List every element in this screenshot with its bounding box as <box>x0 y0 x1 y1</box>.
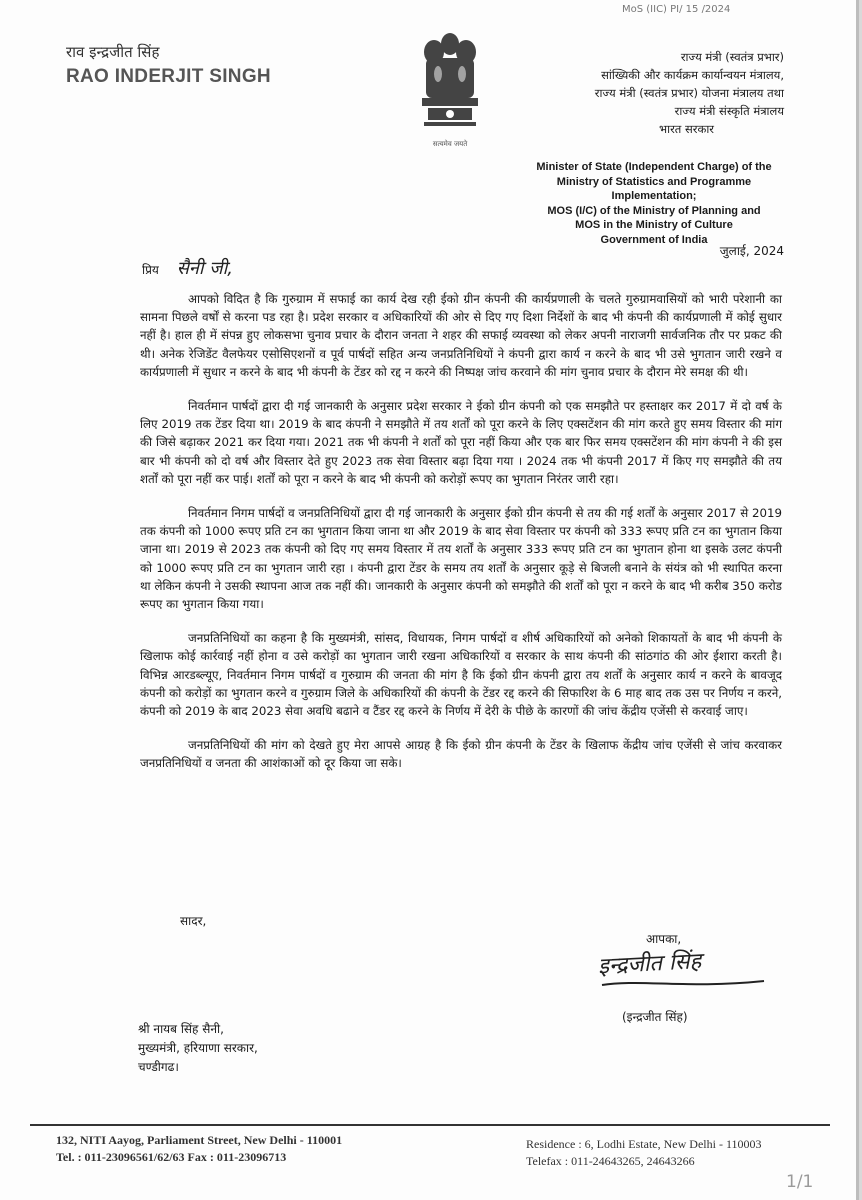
page-indicator: 1/1 <box>786 1172 814 1192</box>
footer-office <box>56 1132 342 1166</box>
designation-english-line: Ministry of Statistics and Programme Implementation; <box>556 175 752 202</box>
designation-hindi-line: सांख्यिकी और कार्यक्रम कार्यान्वयन मंत्रालय, <box>601 68 784 82</box>
signature-handwritten: इन्द्रजीत सिंह <box>597 949 702 980</box>
footer-divider <box>30 1124 830 1126</box>
designation-hindi-line: राज्य मंत्री संस्कृति मंत्रालय <box>674 104 784 118</box>
letter-body <box>140 290 782 789</box>
addressee-block <box>138 1020 258 1077</box>
designation-english-line: MOS in the Ministry of Culture <box>575 219 733 231</box>
letter-date: जुलाई, 2024 <box>719 244 784 258</box>
footer-residence <box>526 1136 762 1170</box>
residence-telefax: Telefax : 011-24643265, 24643266 <box>526 1154 695 1168</box>
designation-hindi-line: भारत सरकार <box>659 122 714 136</box>
closing: सादर, <box>180 914 207 928</box>
minister-name-hindi: राव इन्द्रजीत सिंह <box>66 43 160 61</box>
body-paragraph: आपको विदित है कि गुरुग्राम में सफाई का कार्य देख रही ईको ग्रीन कंपनी की कार्यप्रणाली के चलते गुरुग्रामवासियों को भारी परेशानी का सामना पिछले वर्षों से करना पड रहा है। प्रदेश सरकार व अधिकारियों की ओर से दिए गए दिशा निर्देशों के बाद भी कंपनी की कार्यप्रणाली में कोई सुधार नहीं है। हाल ही में संपन्न हुए लोकसभा चुनाव प्रचार के दौरान जनता ने शहर की सफाई व्यवस्था को लेकर अपनी नाराजगी सार्वजनिक तौर पर प्रकट की थी। अनेक रेजिडेंट वैलफेयर एसोसिएशनों व पूर्व पार्षदों सहित अन्य जनप्रतिनिधियों ने कंपनी द्वारा कार्य न करने के बाद भी उसे भुगतान जारी रखने व कार्यप्रणाली में सुधार न करने के बाद भी कंपनी के टेंडर को रद्द न करने की निष्पक्ष जांच करवाने की मांग चुनाव प्रचार के दौरान मेरे समक्ष की थी। <box>140 292 782 379</box>
salutation-handwritten: सैनी जी, <box>176 258 234 279</box>
reference-number: MoS (IIC) PI/ 15 /2024 <box>622 4 731 15</box>
salutation-text: प्रिय <box>142 263 159 277</box>
residence-address: Residence : 6, Lodhi Estate, New Delhi - 110003 <box>526 1137 762 1151</box>
emblem-motto: सत्यमेव जयते <box>432 140 468 148</box>
salutation <box>142 256 233 280</box>
minister-name-english: RAO INDERJIT SINGH <box>66 66 271 87</box>
designation-english-line: Minister of State (Independent Charge) of the <box>536 161 772 173</box>
yours: आपका, <box>646 932 682 946</box>
national-emblem-icon <box>416 28 484 148</box>
designation-english <box>524 160 784 247</box>
designation-hindi <box>595 18 784 138</box>
designation-english-line: Government of India <box>600 233 708 246</box>
addressee-line: श्री नायब सिंह सैनी, <box>138 1022 224 1036</box>
addressee-line: मुख्यमंत्री, हरियाणा सरकार, <box>138 1041 258 1055</box>
office-phone: Tel. : 011-23096561/62/63 Fax : 011-23096713 <box>56 1150 287 1164</box>
office-address: 132, NITI Aayog, Parliament Street, New Delhi - 110001 <box>56 1133 343 1147</box>
body-paragraph: निवर्तमान पार्षदों द्वारा दी गई जानकारी के अनुसार प्रदेश सरकार ने ईको ग्रीन कंपनी को एक समझौते पर हस्ताक्षर कर 2017 में दो वर्ष के लिए 2019 तक टेंडर दिया था। 2019 के बाद कंपनी ने समझौते में तय शर्तों को पूरा करने के लिए एक्सटेंशन की मांग करते हुए समय विस्तार की मांग की जिसे बढ़ाकर 2021 कर दिया गया। 2021 तक भी कंपनी ने शर्तों को पूरा नहीं किया और एक बार फिर समय एक्सटेंशन की मांग कंपनी ने की इस बार भी कंपनी को दो वर्ष और विस्तार देते हुए 2023 तक सेवा विस्तार बढ़ा दिया गया । 2024 तक भी कंपनी 2017 में किए गए समझौते की तय शर्तों को पूरा नहीं कर पाई। शर्तों को पूरा न करने के बाद भी कंपनी को करोड़ों रूपए का भुगतान निरंतर जारी रहा। <box>140 399 782 486</box>
signature <box>598 946 768 990</box>
addressee-line: चण्डीगढ। <box>138 1060 179 1074</box>
signatory-name: (इन्द्रजीत सिंह) <box>622 1010 688 1024</box>
designation-hindi-line: राज्य मंत्री (स्वतंत्र प्रभार) <box>680 50 784 64</box>
designation-hindi-line: राज्य मंत्री (स्वतंत्र प्रभार) योजना मंत्रालय तथा <box>594 86 784 100</box>
body-paragraph: जनप्रतिनिधियों का कहना है कि मुख्यमंत्री, सांसद, विधायक, निगम पार्षदों व शीर्ष अधिकारियों को अनेको शिकायतों के बाद भी कंपनी के खिलाफ कोई कार्रवाई नहीं होना व उसे करोड़ों का भुगतान जारी रखना अधिकारियों व सरकार के साथ कंपनी की सांठगांठ की ओर ईशारा करती है। विभिन्न आरडब्ल्यूए, निवर्तमान निगम पार्षदों व गुरुग्राम की जनता की मांग है कि ईको ग्रीन कंपनी द्वारा तय शर्तों के अनुसार कार्य न करने के बावजूद कंपनी को करोड़ों का भुगतान करने व गुरुग्राम जिले के अधिकारियों की कंपनी के टेंडर रद्द करने की सिफारिश के 6 माह बाद तक उस पर निर्णय न करने, कंपनी को 2019 के बाद 2023 सेवा अवधि बढाने व टैंडर रद्द करने के निर्णय में देरी के पीछे के कारणों की जांच केंद्रीय एजेंसी से करवाई जाए। <box>140 631 782 719</box>
designation-english-line: MOS (I/C) of the Ministry of Planning and <box>547 204 761 217</box>
body-paragraph: निवर्तमान निगम पार्षदों व जनप्रतिनिधियों द्वारा दी गई जानकारी के अनुसार ईको ग्रीन कंपनी से तय की गई शर्तों के अनुसार 2017 से 2019 तक कंपनी को 1000 रूपए प्रति टन का भुगतान किया जाना था और 2019 के बाद सेवा विस्तार पर कंपनी को 333 रूपए प्रति टन का भुगतान किया जाना था। 2019 से 2023 तक कंपनी को दिए गए समय विस्तार में तय शर्तों के अनुसार 333 रूपए प्रति टन का भुगतान होना था इसके उलट कंपनी को 1000 रूपए प्रति टन का भुगतान जारी रहा । कंपनी द्वारा टेंडर के समय तय शर्तों के अनुसार कूड़े से बिजली बनाने के संयंत्र को भी स्थापित करना था लेकिन कंपनी ने उसकी स्थापना आज तक नहीं की। जानकारी के अनुसार कंपनी को समझौते की शर्तों को पूरा न करने के बाद भी करीब 350 करोड रूपए का भुगतान किया गया। <box>140 506 782 612</box>
body-paragraph: जनप्रतिनिधियों की मांग को देखते हुए मेरा आपसे आग्रह है कि ईको ग्रीन कंपनी के टेंडर के खिलाफ केंद्रीय जांच एजेंसी से जांच करवाकर जनप्रतिनिधियों व जनता की आशंकाओं को दूर किया जा सके। <box>140 738 782 771</box>
